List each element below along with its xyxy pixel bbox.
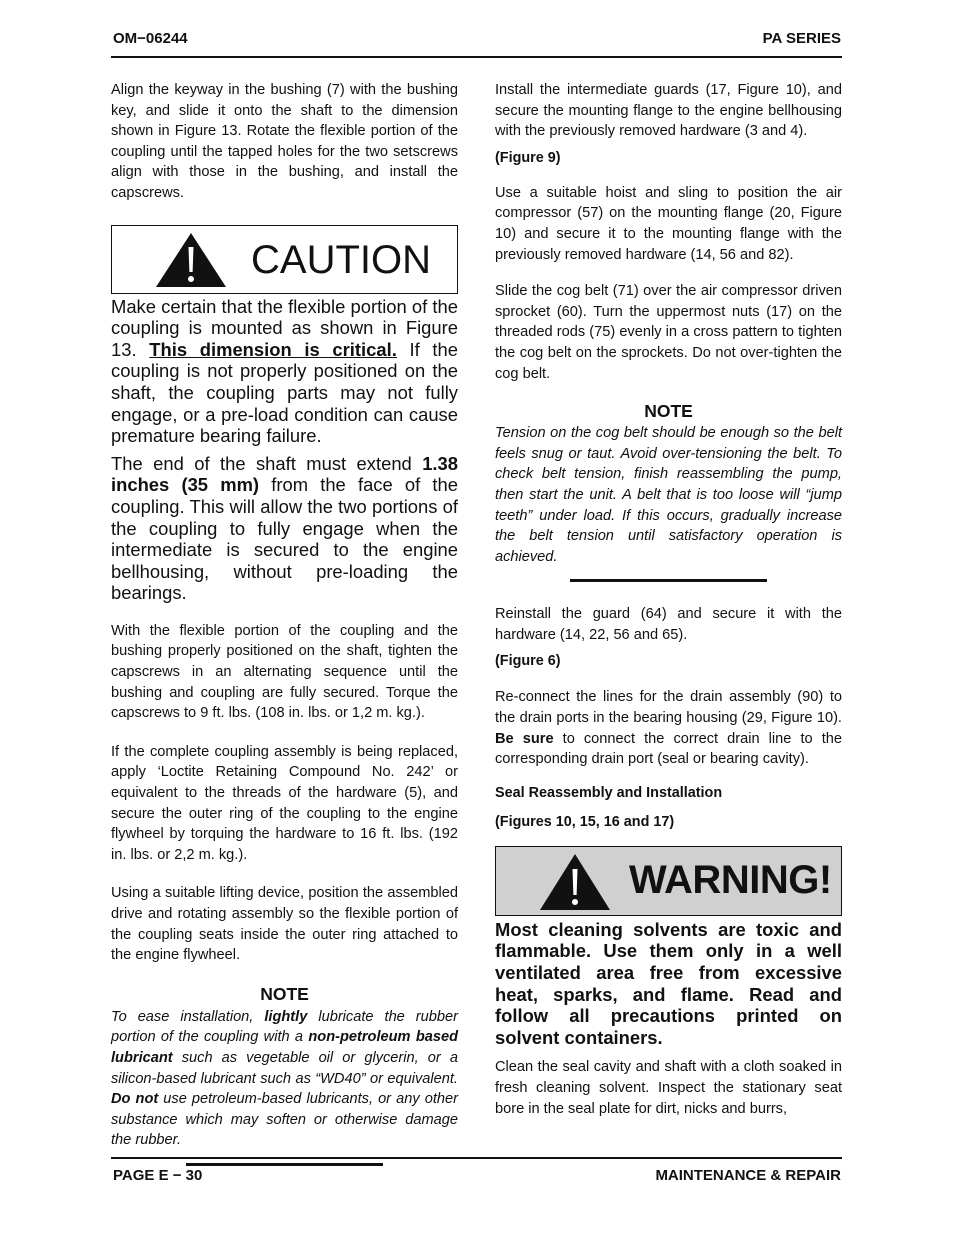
caution-banner bbox=[111, 225, 458, 294]
shaft-extension-text bbox=[111, 453, 458, 604]
warning-text: Most cleaning solvents are toxic and flammable. Use them only in a well ventilated area free from excessive heat, sparks, and flame. Read and follow all precautions printed on solvent containers. bbox=[495, 918, 842, 1048]
shaft-dimension: 1.38 inches (35 mm) bbox=[111, 452, 458, 496]
warning-banner bbox=[495, 846, 842, 916]
left-column bbox=[111, 80, 458, 1166]
figure-9-ref: (Figure 9) bbox=[495, 149, 561, 166]
note-text-part: lubricate the rubber portion of the coupling with a bbox=[111, 1008, 458, 1046]
caution-icon bbox=[154, 231, 228, 289]
drain-emphasis: Be sure bbox=[495, 730, 554, 747]
paragraph-air-compressor: Use a suitable hoist and sling to position the air compressor (57) on the mounting flange (20, Figure 10) and secure it to the mounting flange with the previously removed hardware (14, 56 and 82). bbox=[495, 184, 842, 263]
footer-rule bbox=[111, 1157, 842, 1159]
note-text-part: such as vegetable oil or glycerin, or a silicon-based lubricant such as “WD40” or equivalent. bbox=[111, 1049, 458, 1087]
section-name: MAINTENANCE & REPAIR bbox=[655, 1167, 841, 1184]
figure-6-ref: (Figure 6) bbox=[495, 653, 561, 670]
figures-ref: (Figures 10, 15, 16 and 17) bbox=[495, 813, 675, 830]
paragraph-align-keyway: Align the keyway in the bushing (7) with the bushing key, and slide it onto the shaft to the dimension shown in Figure 13. Rotate the flexible portion of the coupling until the tapped holes for the two setscrews align with those in the bushing, and install the capscrews. bbox=[111, 82, 458, 201]
warning-label: WARNING! bbox=[629, 857, 832, 902]
paragraph-coupling-replacement: If the complete coupling assembly is being replaced, apply ‘Loctite Retaining Compound No. 242’ or equivalent to the threads of the hardware (5), and secure the outer ring of the coupling to the engine flywheel by torquing the hardware to 16 ft. lbs. (192 in. lbs. or 2,2 m. kg.). bbox=[111, 743, 458, 863]
note-end-rule bbox=[570, 579, 767, 582]
note-emphasis: Do not bbox=[111, 1091, 159, 1108]
series-title: PA SERIES bbox=[762, 30, 841, 47]
header-rule bbox=[111, 56, 842, 58]
caution-text-part: Make certain that the flexible portion of the coupling is mounted as shown in Figure 13. bbox=[111, 295, 458, 360]
paragraph-drain-lines bbox=[495, 687, 842, 769]
caution-text-part: If the coupling is not properly positioned on the shaft, the coupling parts may not fully engage, or a pre-load condition can cause premature bearing failure. bbox=[111, 338, 458, 447]
document-number: OM−06244 bbox=[113, 30, 188, 47]
paragraph-cog-belt: Slide the cog belt (71) over the air compressor driven sprocket (60). Turn the uppermost nuts (17) on the threaded rods (75) evenly in a cross pattern to tighten the cog belt on the sprockets. Do not over-tighten the cog belt. bbox=[495, 283, 842, 382]
note-title: NOTE bbox=[644, 401, 693, 422]
paragraph-reinstall-guard: Reinstall the guard (64) and secure it with the hardware (14, 22, 56 and 65). bbox=[495, 606, 842, 643]
note-text-part: use petroleum-based lubricants, or any other substance which may soften or otherwise damage the rubber. bbox=[111, 1091, 458, 1149]
note-emphasis: non-petroleum based lubricant bbox=[111, 1029, 458, 1066]
shaft-text-part: from the face of the coupling. This will allow the two portions of the coupling to fully engage when the intermediate is secured to the engine bellhousing, without pre-loading the bearings. bbox=[111, 474, 458, 604]
caution-text bbox=[111, 296, 458, 447]
warning-icon bbox=[538, 852, 612, 912]
note-end-rule bbox=[186, 1163, 383, 1166]
paragraph-tighten-capscrews: With the flexible portion of the coupling and the bushing properly positioned on the shaft, tighten the capscrews in an alternating sequence until the bushing and coupling are fully secured. Torque the capscrews to 9 ft. lbs. (108 in. lbs. or 1,2 m. kg.). bbox=[111, 622, 458, 722]
paragraph-intermediate-guards: Install the intermediate guards (17, Figure 10), and secure the mounting flange to the engine bellhousing with the previously removed hardware (3 and 4). bbox=[495, 82, 842, 140]
caution-label: CAUTION bbox=[251, 237, 431, 282]
drain-text-part: Re-connect the lines for the drain assembly (90) to the drain ports in the bearing housing (29, Figure 10). bbox=[495, 689, 842, 727]
note-text-part: To ease installation, bbox=[111, 1008, 265, 1025]
section-heading-seal: Seal Reassembly and Installation bbox=[495, 784, 723, 801]
paragraph-lifting-device: Using a suitable lifting device, position the assembled drive and rotating assembly so the flexible portion of the coupling seats inside the outer ring attached to the engine flywheel. bbox=[111, 885, 458, 964]
right-column bbox=[495, 80, 842, 1119]
drain-text-part: to connect the correct drain line to the corresponding drain port (seal or bearing cavity). bbox=[495, 730, 842, 768]
note-title: NOTE bbox=[260, 983, 309, 1004]
caution-critical-phrase: This dimension is critical. bbox=[149, 338, 397, 360]
note-lubricant bbox=[111, 1007, 458, 1151]
paragraph-clean-seal-cavity: Clean the seal cavity and shaft with a cloth soaked in fresh cleaning solvent. Inspect the stationary seat bore in the seal plate for dirt, nicks and burrs, bbox=[495, 1059, 842, 1117]
note-emphasis: lightly bbox=[264, 1008, 308, 1025]
shaft-text-part: The end of the shaft must extend bbox=[111, 452, 423, 474]
note-belt-tension: Tension on the cog belt should be enough so the belt feels snug or taut. Avoid over-tensioning the belt. To check belt tension, finish reassembling the pump, then start the unit. A belt that is too loose will “jump teeth” under load. If this occurs, gradually increase the belt tension until satisfactory operation is achieved. bbox=[495, 425, 842, 565]
page-number: PAGE E − 30 bbox=[113, 1167, 203, 1184]
